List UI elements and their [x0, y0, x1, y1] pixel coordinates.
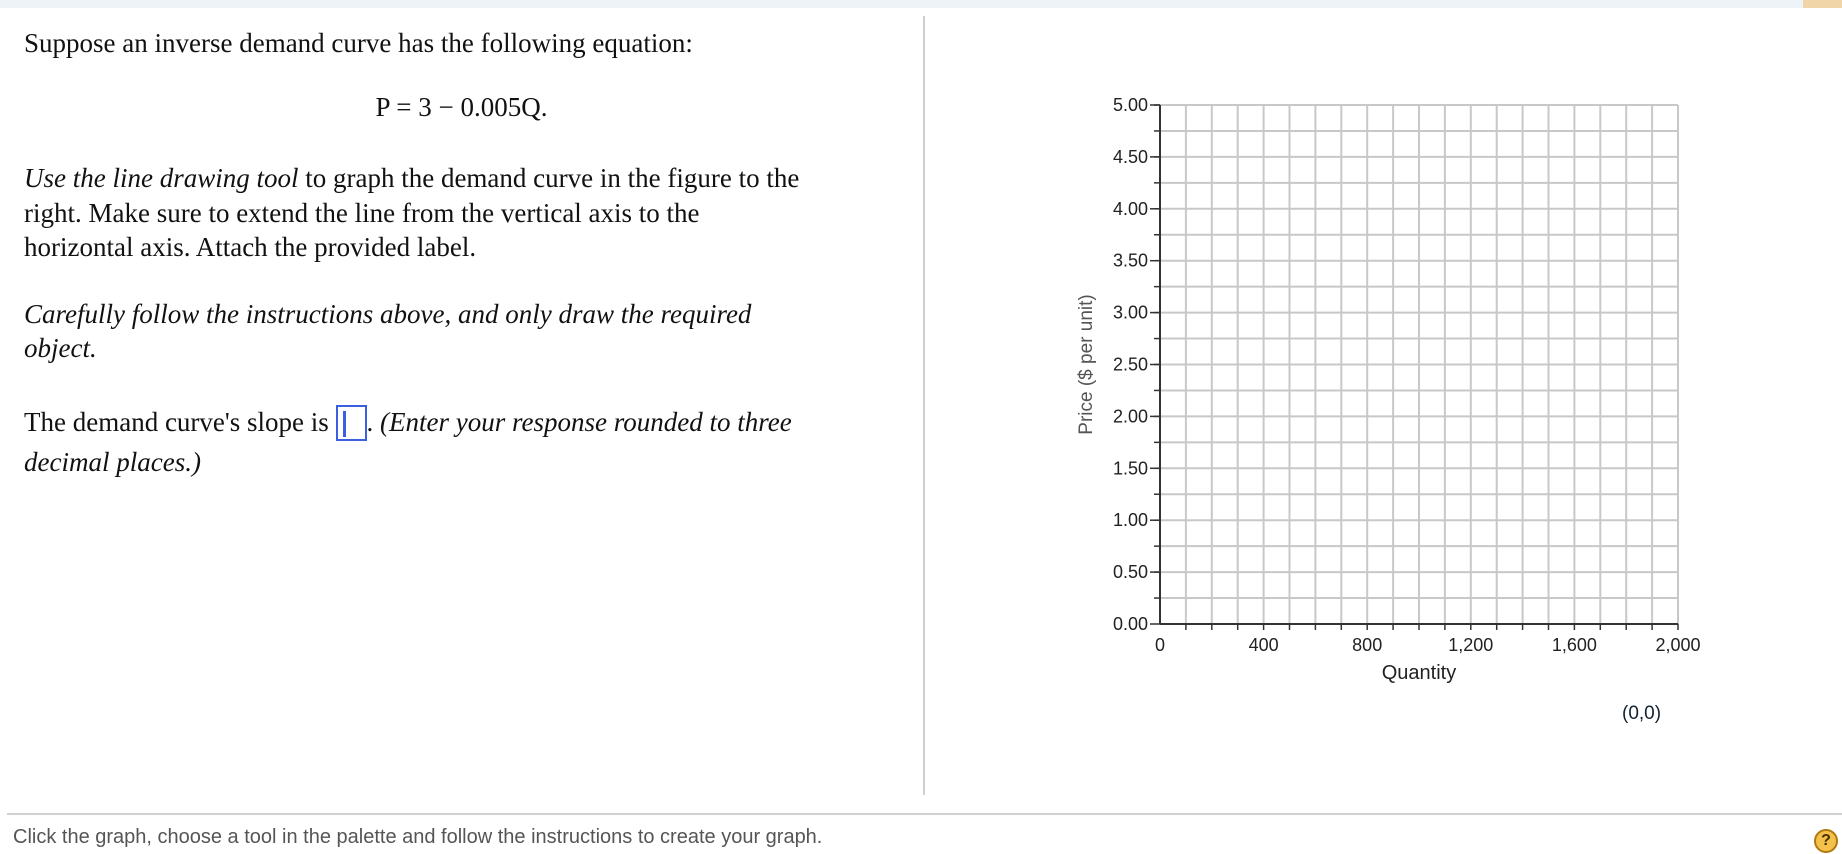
- grid-lines: [1160, 105, 1678, 624]
- slope-hint-2: decimal places.): [24, 447, 201, 477]
- panel-divider: [923, 16, 925, 795]
- x-axis-label: Quantity: [1381, 662, 1457, 684]
- x-tick-label: 2,000: [1655, 635, 1701, 655]
- careful-line-2: [24, 330, 97, 366]
- footer-divider: [7, 813, 1842, 815]
- instruction-line-3: horizontal axis. Attach the provided label.: [24, 232, 477, 262]
- y-tick-label: 2.50: [1112, 354, 1148, 375]
- slope-question: [24, 404, 792, 441]
- y-tick-label: 0.50: [1112, 562, 1148, 583]
- y-tick-label: 0.00: [1112, 614, 1148, 634]
- slope-hint-line-2: [24, 444, 201, 480]
- slope-suffix: .: [366, 407, 381, 437]
- instruction-italic: Use the line drawing tool: [24, 163, 299, 193]
- x-tick-label: 1,200: [1448, 635, 1494, 655]
- question-intro: Suppose an inverse demand curve has the following equation:: [24, 28, 693, 58]
- careful-line-1: [24, 296, 751, 332]
- careful-text: Carefully follow the instructions above, and only draw the required: [24, 299, 752, 329]
- demand-equation: P = 3 − 0.005Q.: [375, 92, 548, 122]
- graph-area[interactable]: [1040, 80, 1760, 690]
- slope-hint: (Enter your response rounded to three: [380, 407, 792, 437]
- careful-text-2: object.: [24, 333, 97, 363]
- instruction-line-2: right. Make sure to extend the line from the vertical axis to the: [24, 198, 700, 228]
- top-right-tab: [1803, 0, 1842, 8]
- x-tick-label: 0: [1154, 635, 1166, 655]
- slope-prefix: The demand curve's slope is: [24, 407, 336, 437]
- instruction-line-1: [24, 160, 799, 196]
- help-icon[interactable]: ?: [1814, 829, 1838, 853]
- instruction-text: to graph the demand curve in the figure to the: [298, 163, 800, 193]
- y-tick-label: 4.50: [1112, 146, 1148, 167]
- x-tick-label: 400: [1248, 635, 1279, 655]
- y-tick-label: 4.00: [1112, 198, 1148, 219]
- y-tick-label: 3.00: [1112, 302, 1148, 323]
- y-tick-label: 3.50: [1112, 250, 1148, 271]
- coordinate-readout: (0,0): [1622, 703, 1662, 724]
- x-tick-label: 800: [1352, 635, 1383, 655]
- x-tick-label: 1,600: [1551, 635, 1597, 655]
- text-caret: [343, 411, 346, 437]
- y-tick-label: 2.00: [1112, 406, 1148, 427]
- tick-labels: [1113, 95, 1701, 655]
- top-bar: [0, 0, 1842, 8]
- y-tick-label: 1.50: [1112, 458, 1148, 479]
- slope-input[interactable]: [336, 405, 367, 441]
- y-tick-label: 1.00: [1112, 510, 1148, 531]
- y-tick-label: 5.00: [1112, 95, 1148, 115]
- footer-instruction: Click the graph, choose a tool in the palette and follow the instructions to create your graph.: [13, 826, 823, 848]
- y-axis-label: Price ($ per unit): [1076, 294, 1097, 435]
